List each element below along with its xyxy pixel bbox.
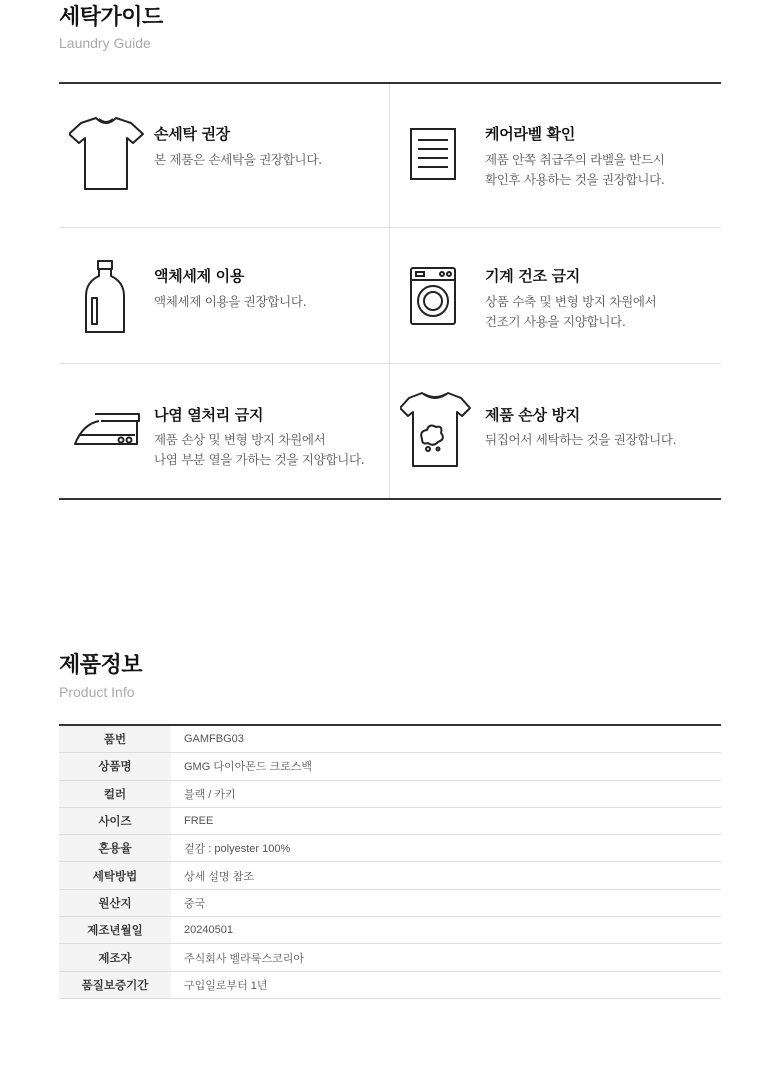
product-info-subtitle: Product Info: [59, 684, 135, 700]
guide-item-desc: 본 제품은 손세탁을 권장합니다.: [154, 152, 322, 167]
guide-item-no-print-heat: [59, 364, 389, 498]
row-value: 상세 설명 참조: [171, 862, 721, 889]
row-value: FREE: [171, 807, 721, 834]
guide-item-desc: 액체세제 이용을 권장합니다.: [154, 294, 307, 309]
row-value: 20240501: [171, 917, 721, 944]
guide-item-desc: 상품 수축 및 변형 방지 차원에서 건조기 사용을 지양합니다.: [485, 294, 657, 329]
product-info-title: 제품정보: [59, 653, 143, 678]
table-row: [59, 725, 721, 753]
table-row: [59, 753, 721, 780]
row-value: GAMFBG03: [171, 725, 721, 753]
row-label: 제조년월일: [59, 917, 171, 944]
row-label: 원산지: [59, 889, 171, 916]
detergent-bottle-icon: [69, 258, 149, 338]
row-label: 상품명: [59, 753, 171, 780]
guide-item-desc: 뒤집어서 세탁하는 것을 권장합니다.: [485, 432, 677, 447]
laundry-guide-subtitle: Laundry Guide: [59, 35, 151, 51]
laundry-guide-title: 세탁가이드: [59, 5, 163, 30]
care-label-icon: [400, 112, 480, 192]
row-label: 사이즈: [59, 807, 171, 834]
guide-item-no-machine-dry: [390, 228, 720, 363]
guide-item-liquid-detergent: [59, 228, 389, 363]
guide-item-title: 케어라벨 확인: [485, 125, 576, 143]
row-label: 제조자: [59, 944, 171, 971]
guide-item-desc: 제품 손상 및 변형 방지 차원에서 나염 부분 열을 가하는 것을 지양합니다.: [154, 432, 365, 467]
row-label: 품질보증기간: [59, 971, 171, 998]
row-value: 겉감 : polyester 100%: [171, 835, 721, 862]
guide-item-title: 기계 건조 금지: [485, 267, 580, 285]
row-label: 세탁방법: [59, 862, 171, 889]
guide-item-hand-wash: [59, 84, 389, 227]
guide-item-damage-prevention: [390, 364, 720, 498]
table-row: [59, 917, 721, 944]
guide-item-desc: 제품 안쪽 취급주의 라벨을 반드시 확인후 사용하는 것을 권장합니다.: [485, 152, 665, 187]
table-row: [59, 944, 721, 971]
laundry-guide-grid: [59, 82, 721, 500]
table-row: [59, 835, 721, 862]
row-label: 혼용율: [59, 835, 171, 862]
guide-item-title: 액체세제 이용: [154, 267, 245, 285]
table-row: [59, 971, 721, 998]
row-value: 중국: [171, 889, 721, 916]
row-value: 구입일로부터 1년: [171, 971, 721, 998]
guide-item-care-label: [390, 84, 720, 227]
washing-machine-icon: [400, 258, 480, 338]
row-value: 블랙 / 카키: [171, 780, 721, 807]
table-row: [59, 889, 721, 916]
row-value: GMG 다이아몬드 크로스백: [171, 753, 721, 780]
product-info-table: [59, 724, 721, 999]
table-row: [59, 862, 721, 889]
row-label: 품번: [59, 725, 171, 753]
iron-icon: [69, 386, 149, 466]
guide-item-title: 제품 손상 방지: [485, 406, 580, 424]
row-value: 주식회사 벨라룩스코리아: [171, 944, 721, 971]
row-label: 컬러: [59, 780, 171, 807]
table-row: [59, 807, 721, 834]
guide-item-title: 손세탁 권장: [154, 125, 230, 143]
guide-item-title: 나염 열처리 금지: [154, 406, 264, 424]
table-row: [59, 780, 721, 807]
tshirt-icon: [69, 112, 149, 192]
print-tshirt-icon: [400, 389, 480, 469]
